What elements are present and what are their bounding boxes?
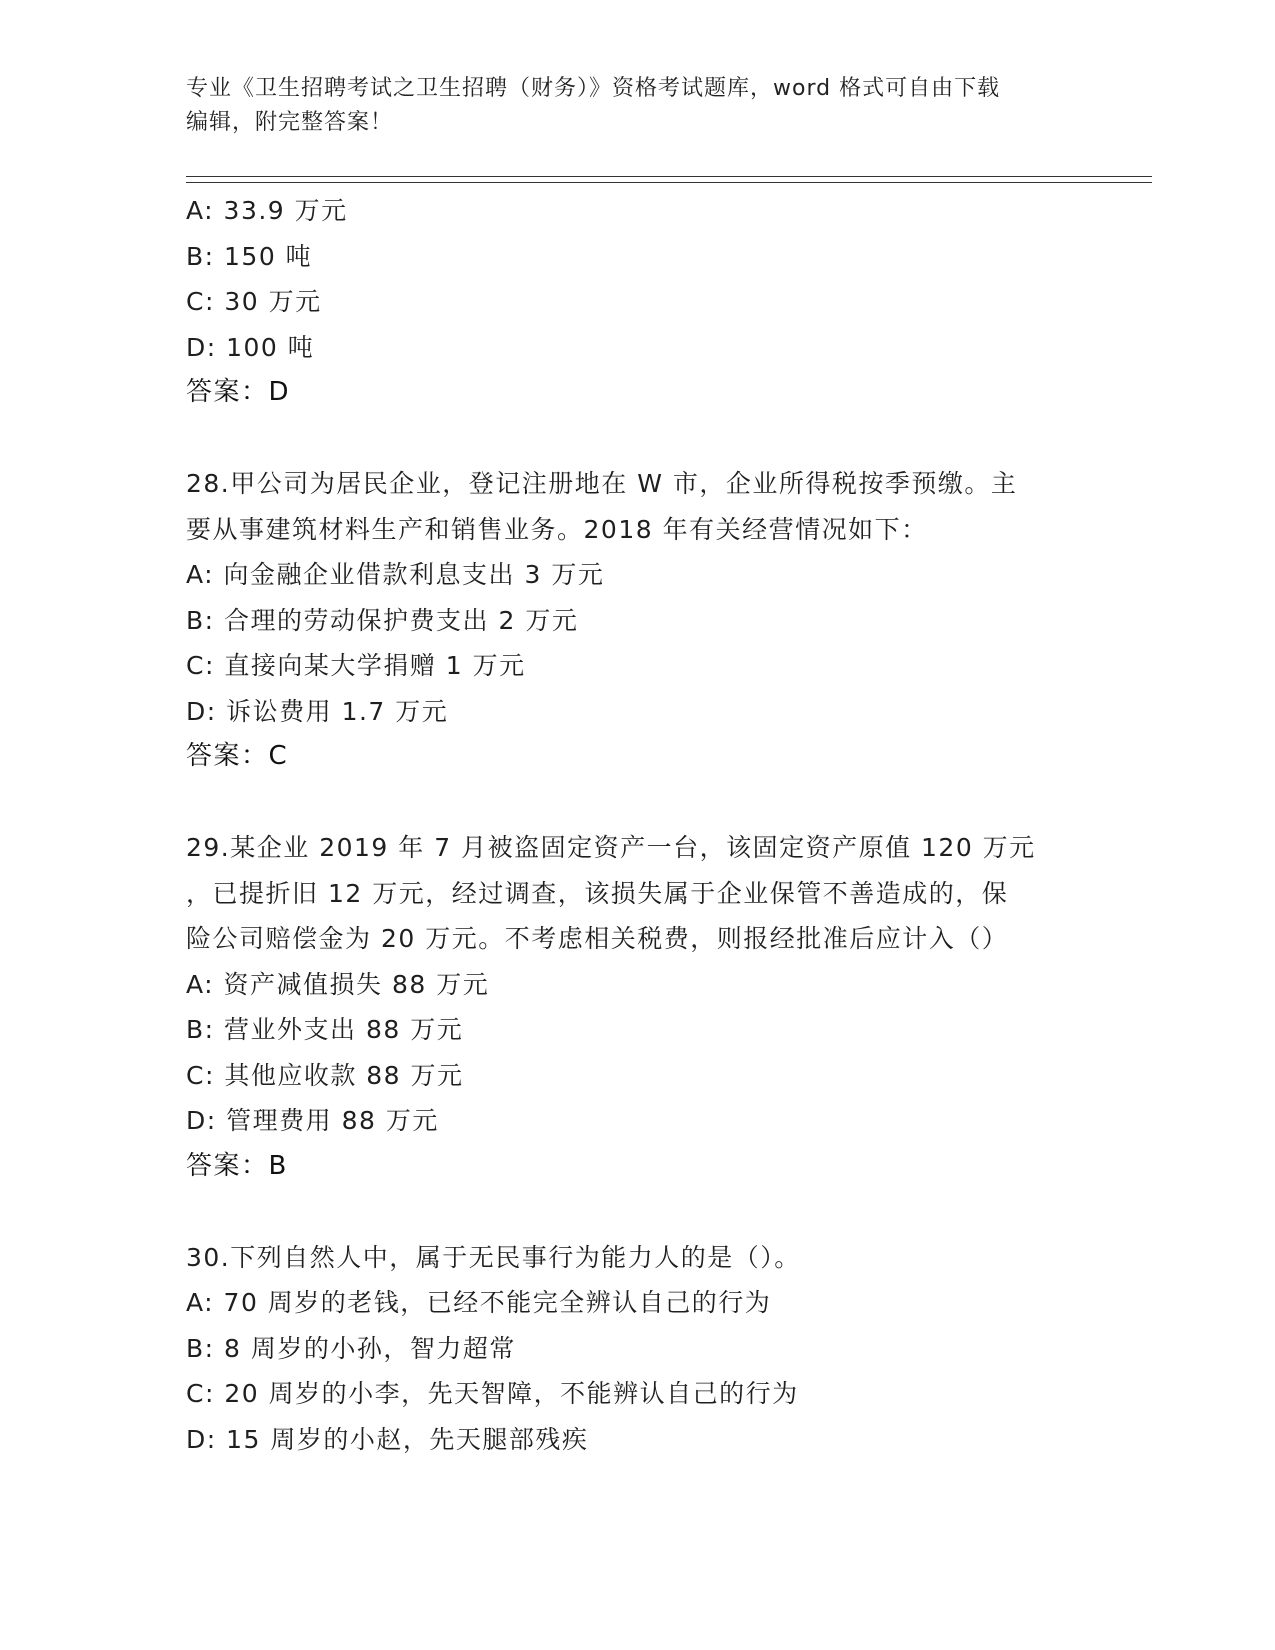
question-29 <box>186 825 1086 1189</box>
question-stem: 30.下列自然人中，属于无民事行为能力人的是（）。 <box>186 1242 801 1272</box>
option-c: C: 30 万元 <box>186 287 322 316</box>
question-stem: 要从事建筑材料生产和销售业务。2018 年有关经营情况如下： <box>186 514 928 544</box>
option-d: D: 管理费用 88 万元 <box>186 1106 439 1135</box>
page-header <box>186 72 1086 140</box>
answer-line: 答案：B <box>186 1150 288 1181</box>
question-stem: 28.甲公司为居民企业，登记注册地在 W 市，企业所得税按季预缴。主 <box>186 469 1018 498</box>
option-b: B: 8 周岁的小孙，智力超常 <box>186 1333 516 1363</box>
question-28 <box>186 461 1086 780</box>
option-a: A: 向金融企业借款利息支出 3 万元 <box>186 560 605 589</box>
question-list <box>186 188 1086 1462</box>
header-divider-top <box>186 176 1152 177</box>
option-a: A: 资产减值损失 88 万元 <box>186 969 490 999</box>
option-d: D: 诉讼费用 1.7 万元 <box>186 696 449 726</box>
option-d: D: 15 周岁的小赵，先天腿部残疾 <box>186 1424 589 1454</box>
spacer <box>186 416 1086 462</box>
question-27 <box>186 188 1086 416</box>
header-line-1: 专业《卫生招聘考试之卫生招聘（财务）》资格考试题库，word 格式可自由下载 <box>186 76 1001 101</box>
question-stem: 29.某企业 2019 年 7 月被盗固定资产一台，该固定资产原值 120 万元 <box>186 833 1036 862</box>
spacer <box>186 1189 1086 1235</box>
question-30 <box>186 1235 1086 1463</box>
option-c: C: 其他应收款 88 万元 <box>186 1060 464 1090</box>
header-divider-bottom <box>186 182 1152 183</box>
option-d: D: 100 吨 <box>186 332 315 362</box>
header-line-2: 编辑，附完整答案！ <box>186 110 394 135</box>
option-a: A: 33.9 万元 <box>186 196 348 225</box>
option-b: B: 150 吨 <box>186 241 313 271</box>
option-a: A: 70 周岁的老钱，已经不能完全辨认自己的行为 <box>186 1288 772 1317</box>
question-stem: ，已提折旧 12 万元，经过调查，该损失属于企业保管不善造成的，保 <box>186 878 1009 908</box>
option-c: C: 20 周岁的小李，先天智障，不能辨认自己的行为 <box>186 1379 799 1408</box>
option-b: B: 合理的劳动保护费支出 2 万元 <box>186 605 579 635</box>
answer-line: 答案：D <box>186 377 291 407</box>
option-c: C: 直接向某大学捐赠 1 万元 <box>186 651 526 680</box>
question-stem: 险公司赔偿金为 20 万元。不考虑相关税费，则报经批准后应计入（） <box>186 924 1009 953</box>
answer-line: 答案：C <box>186 741 289 771</box>
spacer <box>186 780 1086 826</box>
option-b: B: 营业外支出 88 万元 <box>186 1015 464 1044</box>
